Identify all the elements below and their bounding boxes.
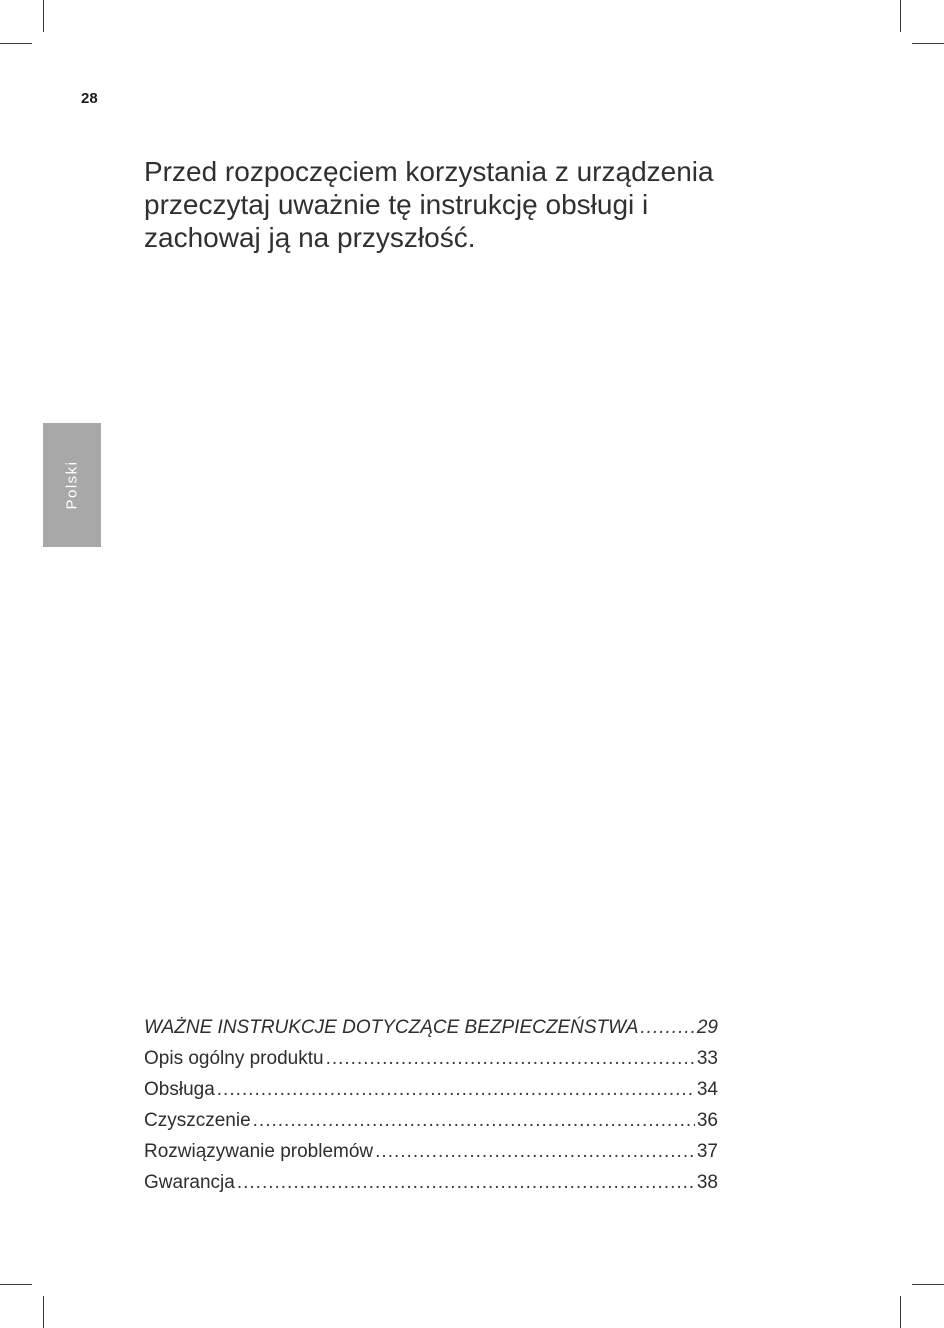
toc-leader-dots xyxy=(217,1079,695,1101)
intro-line: Przed rozpoczęciem korzystania z urządzenia xyxy=(144,156,714,187)
intro-text xyxy=(144,155,764,254)
toc-entry-page: 36 xyxy=(696,1110,718,1131)
toc-entry-description[interactable] xyxy=(144,1048,718,1079)
page-number: 28 xyxy=(81,90,98,107)
crop-mark xyxy=(912,43,944,44)
crop-mark xyxy=(900,1296,901,1328)
crop-mark xyxy=(43,0,44,32)
language-tab-label: Polski xyxy=(63,460,81,510)
toc-leader-dots xyxy=(375,1141,695,1163)
crop-mark xyxy=(912,1284,944,1285)
toc-entry-safety[interactable] xyxy=(144,1017,718,1048)
crop-mark xyxy=(0,1284,32,1285)
crop-mark xyxy=(900,0,901,32)
toc-entry-title: Rozwiązywanie problemów xyxy=(144,1141,374,1162)
toc-entry-troubleshooting[interactable] xyxy=(144,1141,718,1172)
toc-leader-dots xyxy=(253,1110,695,1132)
toc-entry-title: Gwarancja xyxy=(144,1172,235,1193)
intro-line: przeczytaj uważnie tę instrukcję obsługi i xyxy=(144,189,649,220)
crop-mark xyxy=(0,43,32,44)
crop-mark xyxy=(43,1296,44,1328)
toc-entry-warranty[interactable] xyxy=(144,1172,718,1203)
toc-entry-title: Opis ogólny produktu xyxy=(144,1048,324,1069)
toc-entry-page: 29 xyxy=(696,1017,718,1038)
intro-line: zachowaj ją na przyszłość. xyxy=(144,222,476,253)
toc-entry-title: Czyszczenie xyxy=(144,1110,251,1131)
toc-leader-dots xyxy=(326,1048,695,1070)
toc-entry-page: 38 xyxy=(696,1172,718,1193)
toc-leader-dots xyxy=(640,1017,694,1039)
table-of-contents xyxy=(144,1017,718,1203)
toc-entry-title: Obsługa xyxy=(144,1079,215,1100)
toc-leader-dots xyxy=(237,1172,695,1194)
toc-entry-title: WAŻNE INSTRUKCJE DOTYCZĄCE BEZPIECZEŃSTWA xyxy=(144,1017,639,1038)
toc-entry-page: 37 xyxy=(696,1141,718,1162)
toc-entry-page: 34 xyxy=(696,1079,718,1100)
language-tab xyxy=(43,423,101,547)
toc-entry-operation[interactable] xyxy=(144,1079,718,1110)
toc-entry-cleaning[interactable] xyxy=(144,1110,718,1141)
toc-entry-page: 33 xyxy=(696,1048,718,1069)
